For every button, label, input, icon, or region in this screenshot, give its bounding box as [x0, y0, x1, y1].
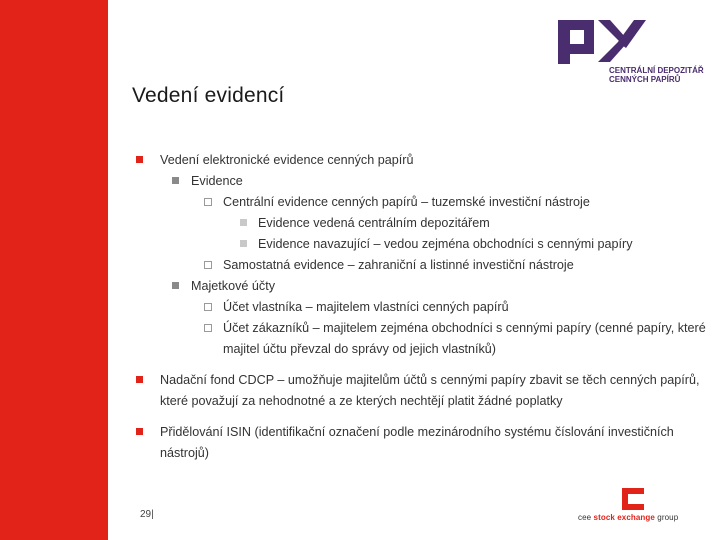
cdcp-logo-text: [609, 66, 719, 84]
square-bullet-icon: [240, 240, 247, 247]
bullet-item: [132, 255, 718, 276]
bullet-text: Nadační fond CDCP – umožňuje majitelům účtů s cennými papíry zbavit se těch cenných papírů, které považují za nehodnotné a ze kterých nechtějí platit žádné poplatky: [160, 373, 700, 408]
bullet-item: [132, 370, 718, 412]
square-bullet-icon: [136, 428, 143, 435]
cee-brand-suffix: group: [657, 513, 679, 522]
bullet-text: Samostatná evidence – zahraniční a listinné investiční nástroje: [223, 258, 574, 272]
bullet-item: [132, 276, 718, 297]
square-bullet-icon: [172, 177, 179, 184]
bullet-item: [132, 192, 718, 213]
bullet-item: [132, 422, 718, 464]
bullet-item: [132, 213, 718, 234]
bullet-item: [132, 318, 718, 360]
bullet-text: Evidence: [191, 174, 243, 188]
bullet-text: Účet zákazníků – majitelem zejména obchodníci s cennými papíry (cenné papíry, které majitel účtu převzal do správy od jejich vlastníků): [223, 321, 706, 356]
square-bullet-icon: [172, 282, 179, 289]
bullet-text: Přidělování ISIN (identifikační označení podle mezinárodního systému číslování investičních nástrojů): [160, 425, 674, 460]
square-bullet-icon: [136, 156, 143, 163]
logo-line-1: CENTRÁLNÍ DEPOZITÁŘ: [609, 66, 704, 75]
cee-brand-text: [578, 513, 678, 522]
cee-brand-highlight: stock exchange: [593, 513, 655, 522]
bullet-text: Majetkové účty: [191, 279, 275, 293]
bullet-text: Evidence vedená centrálním depozitářem: [258, 216, 490, 230]
bullet-text: Evidence navazující – vedou zejména obchodníci s cennými papíry: [258, 237, 633, 251]
slide-title: Vedení evidencí: [132, 84, 285, 107]
page-number: 29|: [140, 509, 154, 520]
square-bullet-icon: [240, 219, 247, 226]
bullet-text: Centrální evidence cenných papírů – tuzemské investiční nástroje: [223, 195, 590, 209]
square-bullet-icon: [136, 376, 143, 383]
bullet-text: Účet vlastníka – majitelem vlastníci cenných papírů: [223, 300, 509, 314]
hollow-square-bullet-icon: [204, 303, 212, 311]
bullet-item: [132, 171, 718, 192]
hollow-square-bullet-icon: [204, 324, 212, 332]
hollow-square-bullet-icon: [204, 198, 212, 206]
bullet-text: Vedení elektronické evidence cenných papírů: [160, 153, 414, 167]
cee-logo-icon: [620, 486, 646, 512]
bullet-item: [132, 234, 718, 255]
bullet-item: [132, 297, 718, 318]
logo-line-2: CENNÝCH PAPÍRŮ: [609, 75, 681, 84]
cee-brand-prefix: cee: [578, 513, 592, 522]
left-red-sidebar: [0, 0, 108, 540]
bullet-item: [132, 150, 718, 171]
bullet-list: [132, 150, 718, 464]
hollow-square-bullet-icon: [204, 261, 212, 269]
